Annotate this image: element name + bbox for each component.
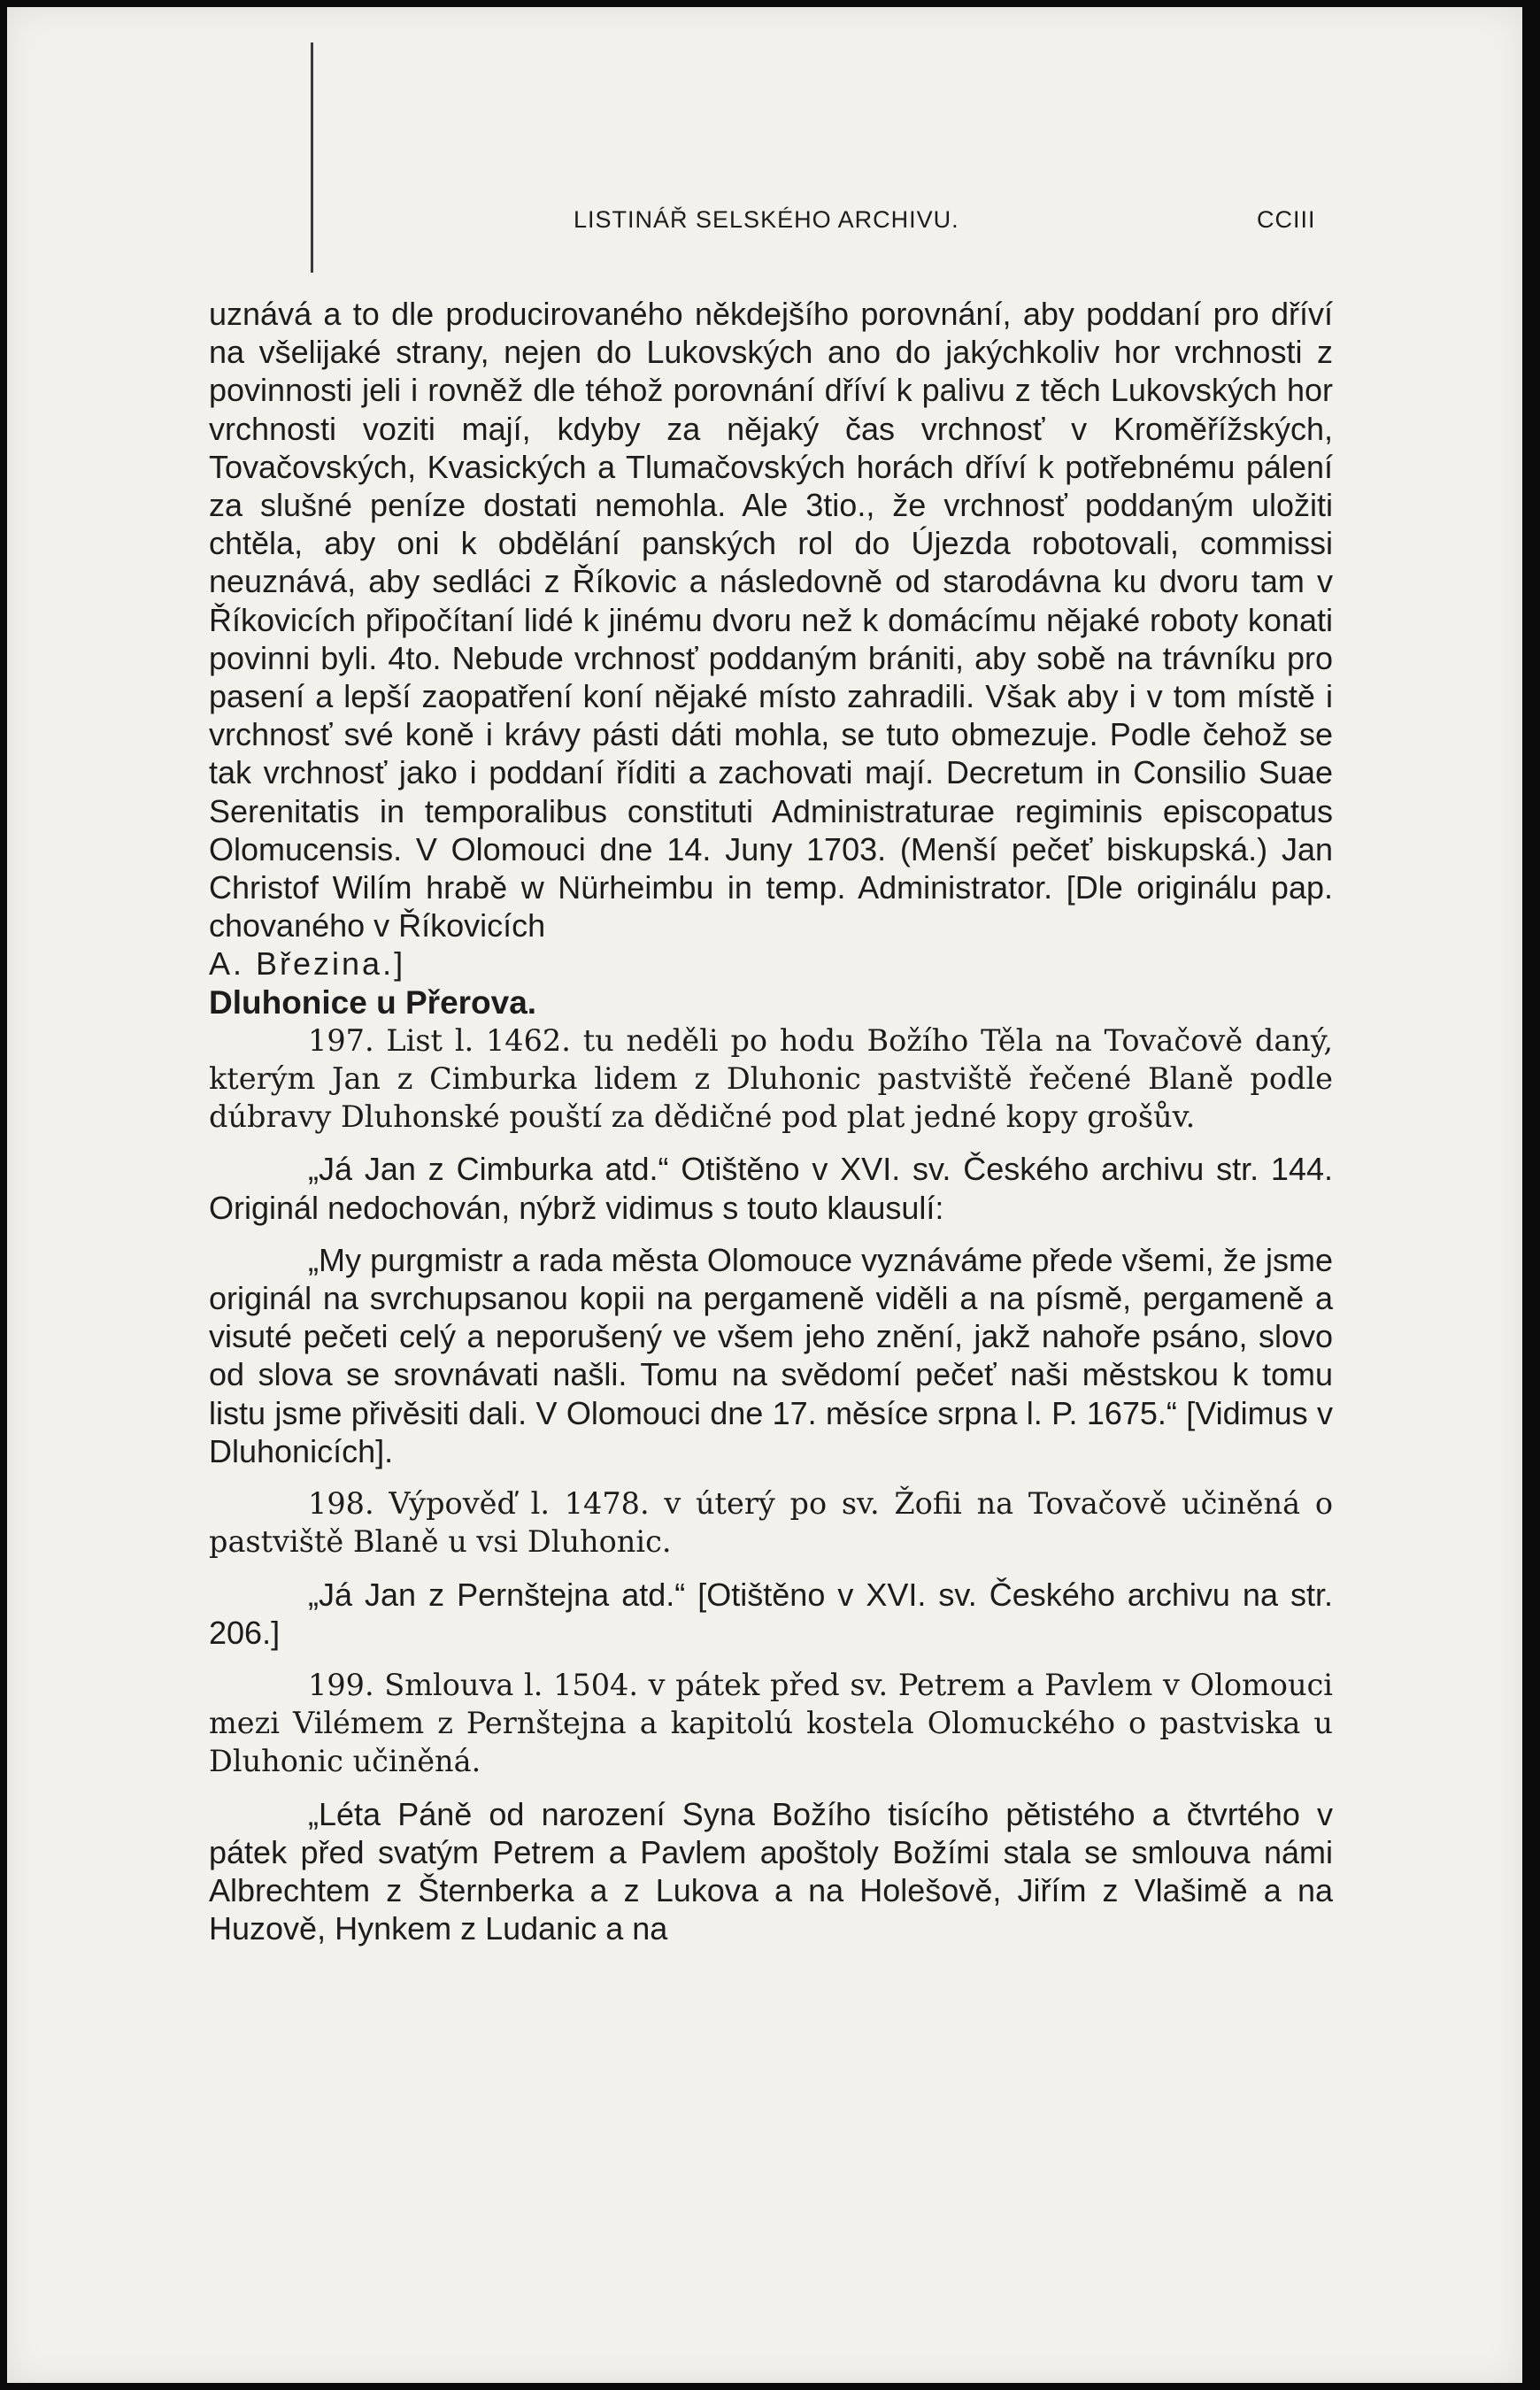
signature-text: A. Březina.] — [209, 945, 406, 983]
entry-199-title: 199. Smlouva l. 1504. v pátek před sv. Petrem a Pavlem v Olomouci mezi Vilémem z Pernštejna a kapitolú kostela Olomuckého o pastviska u Dluhonic učiněná. — [209, 1667, 1333, 1779]
entry-197-quote: „My purgmistr a rada města Olomouce vyznáváme přede všemi, že jsme originál na svrchupsanou kopii na pergameně viděli a na písmě, pergameně a visuté pečeti celý a neporušený ve všem jeho znění, jakž nahoře psáno, slovo od slova se srovnávati našli. Tomu na svědomí pečeť naši městskou k tomu listu jsme přivěsiti dali. V Olomouci dne 17. měsíce srpna l. P. 1675.“ [Vidimus v Dluhonicích]. — [209, 1241, 1333, 1469]
section-heading: Dluhonice u Přerova. — [209, 983, 537, 1021]
entry-198-title: 198. Výpověď l. 1478. v úterý po sv. Žofii na Tovačově učiněná o pastviště Blaně u vsi Dluhonic. — [209, 1486, 1333, 1560]
entry-198-body: „Já Jan z Pernštejna atd.“ [Otištěno v XVI. sv. Českého archivu na str. 206.] — [209, 1576, 1333, 1651]
margin-rule — [311, 42, 313, 273]
signature-brezina — [209, 944, 1333, 983]
entry-197-body: „Já Jan z Cimburka atd.“ Otištěno v XVI. sv. Českého archivu str. 144. Originál nedochován, nýbrž vidimus s touto klausulí: — [209, 1151, 1333, 1226]
entry-199-body: „Léta Páně od narození Syna Božího tisícího pětistého a čtvrtého v pátek před svatým Petrem a Pavlem apoštoly Božími stala se smlouva námi Albrechtem z Šternberka a z Lukova a na Holešově, Jiřím z Vlašimě a na Huzově, Hynkem z Ludanic a na — [209, 1795, 1333, 1947]
running-title: LISTINÁŘ SELSKÉHO ARCHIVU. — [574, 206, 959, 233]
entry-197-title: 197. List l. 1462. tu neděli po hodu Božího Těla na Tovačově daný, kterým Jan z Cimburka lidem z Dluhonic pastviště řečené Blaně podle dúbravy Dluhonské pouští za dědičné pod plat jedné kopy grošův. — [209, 1022, 1333, 1135]
body-text — [209, 295, 1333, 1947]
book-page — [7, 7, 1522, 2383]
paragraph-decree: uznává a to dle producirovaného někdejšího porovnání, aby poddaní pro dříví na všelijaké strany, nejen do Lukovských ano do jakýchkoliv hor vrchnosti z povinnosti jeli i rovněž dle téhož porovnání dříví k palivu z těch Lukovských hor vrchnosti voziti mají, kdyby za nějaký čas vrchnosť v Kroměřížských, Tovačovských, Kvasických a Tlumačovských horách dříví k potřebnému pálení za slušné peníze dostati nemohla. Ale 3tio., že vrchnosť poddaným uložiti chtěla, aby oni k obdělání panských rol do Újezda robotovali, commissi neuznává, aby sedláci z Říkovic a následovně od starodávna ku dvoru tam v Říkovicích připočítaní lidé k jinému dvoru než k domácímu nějaké roboty konati povinni byli. 4to. Nebude vrchnosť poddaným brániti, aby sobě na trávníku pro pasení a lepší zaopatření koní nějaké místo zahradili. Však aby i v tom místě i vrchnosť své koně i krávy pásti dáti mohla, se tuto obmezuje. Podle čehož se tak vrchnosť jako i poddaní říditi a zachovati mají. Decretum in Consilio Suae Serenitatis in temporalibus constituti Administraturae regiminis episcopatus Olomucensis. V Olomouci dne 14. Juny 1703. (Menší pečeť biskupská.) Jan Christof Wilím hrabě w Nürheimbu in temp. Administrator. [Dle originálu pap. chovaného v Říkovicích — [209, 296, 1333, 944]
page-number: CCIII — [1257, 206, 1316, 233]
